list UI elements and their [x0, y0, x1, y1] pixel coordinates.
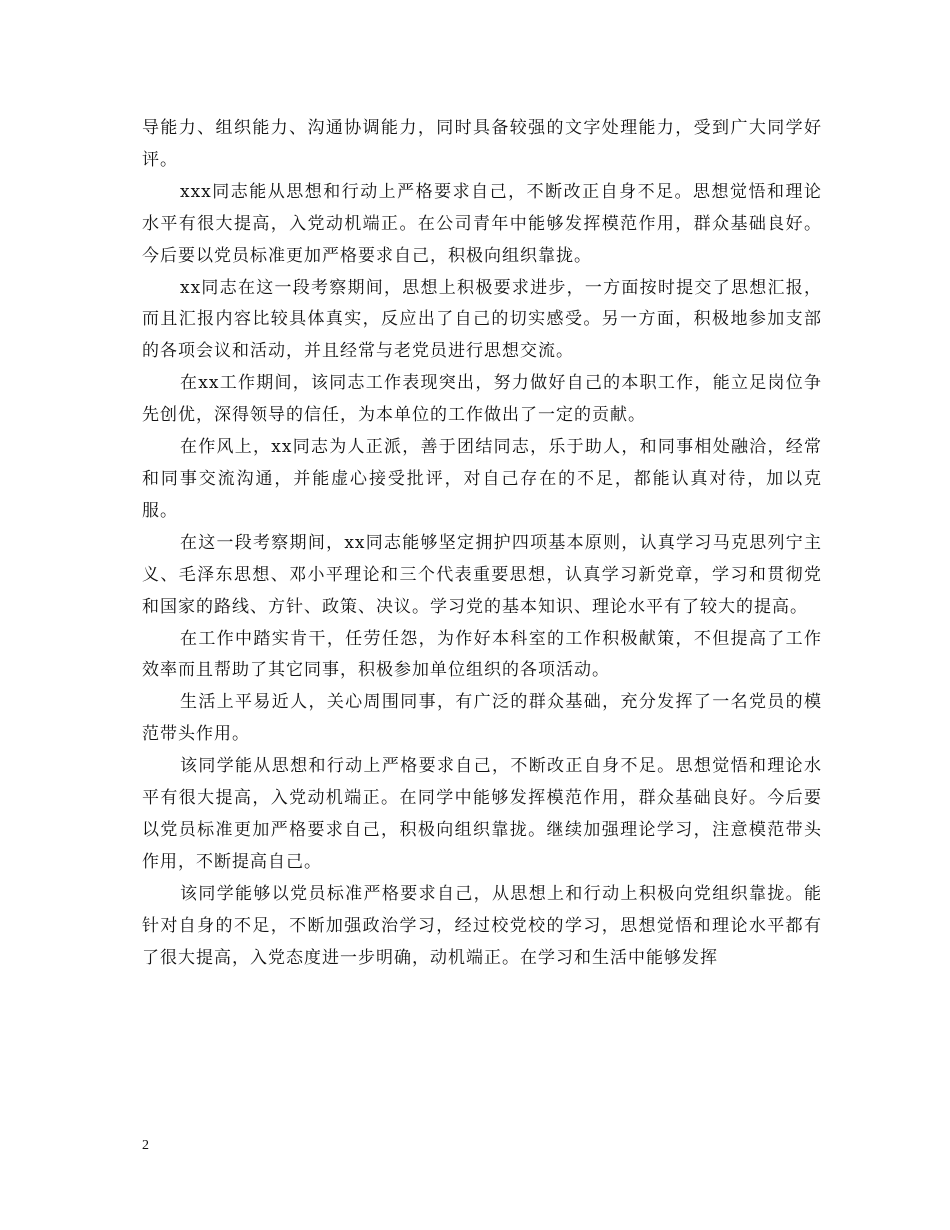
- paragraph-7: 在工作中踏实肯干，任劳任怨，为作好本科室的工作积极献策，不但提高了工作效率而且帮助了其它同事，积极参加单位组织的各项活动。: [142, 628, 822, 681]
- paragraph-1: 导能力、组织能力、沟通协调能力，同时具备较强的文字处理能力，受到广大同学好评。: [142, 118, 822, 170]
- paragraph-6: 在这一段考察期间，xx同志能够坚定拥护四项基本原则，认真学习马克思列宁主义、毛泽东思想、邓小平理论和三个代表重要思想，认真学习新党章，学习和贯彻党和国家的路线、方针、政策、决议。学习党的基本知识、理论水平有了较大的提高。: [142, 532, 822, 617]
- paragraph-9: 该同学能从思想和行动上严格要求自己，不断改正自身不足。思想觉悟和理论水平有很大提高，入党动机端正。在同学中能够发挥模范作用，群众基础良好。今后要以党员标准更加严格要求自己，积极向组织靠拢。继续加强理论学习，注意模范带头作用，不断提高自己。: [142, 756, 822, 872]
- body-text: [142, 113, 822, 974]
- paragraph-5: 在作风上，xx同志为人正派，善于团结同志，乐于助人，和同事相处融洽，经常和同事交流沟通，并能虚心接受批评，对自己存在的不足，都能认真对待，加以克服。: [142, 437, 822, 521]
- paragraph-10: 该同学能够以党员标准严格要求自己，从思想上和行动上积极向党组织靠拢。能针对自身的不足，不断加强政治学习，经过校党校的学习，思想觉悟和理论水平都有了很大提高，入党态度进一步明确，动机端正。在学习和生活中能够发挥: [142, 883, 822, 968]
- paragraph-4: 在xx工作期间，该同志工作表现突出，努力做好自己的本职工作，能立足岗位争先创优，深得领导的信任，为本单位的工作做出了一定的贡献。: [142, 373, 822, 426]
- paragraph-8: 生活上平易近人，关心周围同事，有广泛的群众基础，充分发挥了一名党员的模范带头作用。: [142, 692, 822, 745]
- paragraph-2: xxx同志能从思想和行动上严格要求自己，不断改正自身不足。思想觉悟和理论水平有很大提高，入党动机端正。在公司青年中能够发挥模范作用，群众基础良好。今后要以党员标准更加严格要求自己，积极向组织靠拢。: [142, 181, 822, 266]
- paragraph-3: xx同志在这一段考察期间，思想上积极要求进步，一方面按时提交了思想汇报，而且汇报内容比较具体真实，反应出了自己的切实感受。另一方面，积极地参加支部的各项会议和活动，并且经常与老党员进行思想交流。: [142, 277, 822, 362]
- page-number: 2: [142, 1138, 149, 1153]
